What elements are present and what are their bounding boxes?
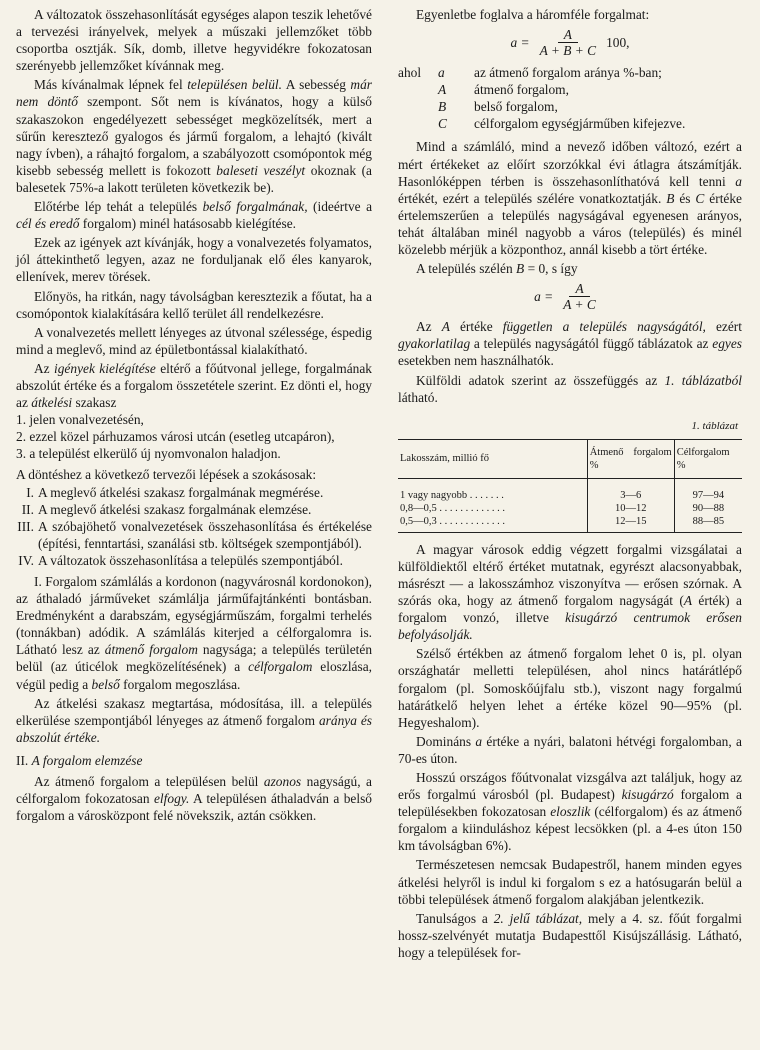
paragraph: Más kívánalmak lépnek fel településen belül. A sebesség már nem döntő szempont. Sőt nem is kívánatos, hogy a külső szakaszokon engedélyezett sebességet megközelítsék, mert a sűrűn keresztező gyalogos és jármű forgalom, a lehajtó (kivált nagy ívben), a ráhajtó forgalom, a szabályozott csomópontok még kisebb sebesség mellett is fokozott baleseti veszélyt okoznak (a balesetek 75%-a lakott területen következik be). [16, 77, 373, 195]
paragraph: Hosszú országos főútvonalat vizsgálva azt találjuk, hogy az erős forgalmú városból (pl. Budapest) kisugárzó forgalom a településekben fokozatosan eloszlik (célforgalom) és az átmenő forgalom a kiinduláshoz képest lecsökken (pl. a 4-es úton 150 km távolságban 6%). [398, 770, 742, 854]
paragraph: Az átmenő forgalom a településen belül azonos nagyságú, a célforgalom fokozatosan elfogy. A településen áthaladván a belső forgalom a városközpont felé növekszik, aztán csökken. [16, 774, 373, 824]
list-item: 2. ezzel közel párhuzamos városi utcán (esetleg utcapáron), [16, 429, 335, 445]
left-column [16, 6, 372, 824]
paragraph: I. Forgalom számlálás a kordonon (nagyvárosnál kordonokon), az áthaladó járműveket számlálja járműfajtánkénti bontásban. Eredményként a darabszám, egységjárműszám, forgalmi terhelés (tonnákban) adódik. A számlálás kiterjed a célforgalomra is. Látható lesz az átmenő forgalom nagysága; a település területén belül (az úticélok megközelítésének) a célforgalom eloszlása, végül pedig a belső forgalom megoszlása. [16, 574, 373, 692]
list-item: 3. a települést elkerülő új nyomvonalon haladjon. [16, 446, 281, 462]
definition-row: A átmenő forgalom, [438, 82, 569, 98]
list-item: IV. A változatok összehasonlítása a település szempontjából. [18, 552, 343, 568]
paragraph: A település szélén B = 0, s így [416, 261, 578, 277]
numbered-list [16, 411, 372, 462]
paragraph: Előtérbe lép tehát a település belső forgalmának, (ideértve a cél és eredő forgalom) minél hatásosabb kielégítése. [16, 199, 373, 232]
column-header: Lakosszám, millió fő [398, 439, 587, 478]
table-header-row [398, 439, 742, 478]
symbol-definitions [398, 64, 742, 132]
table-caption: 1. táblázat [691, 419, 738, 432]
definition-row: ahol a az átmenő forgalom aránya %-ban; [398, 65, 662, 81]
paragraph: Az átkelési szakasz megtartása, módosítása, ill. a település elkerülése szempontjából lényeges az átmenő forgalom aránya és abszolút értéke. [16, 695, 372, 745]
fraction: $\frac{A}{A + B + C}$ [539, 27, 597, 59]
column-header: Átmenő forgalom % [587, 439, 674, 478]
table-row: 0,5—0,3 . . . . . . . . . . . . . 12—15 88—85 [398, 515, 742, 533]
column-header: Célforgalom % [674, 439, 742, 478]
paragraph: Egyenletbe foglalva a háromféle forgalmat: [416, 7, 650, 22]
section-heading: II. A forgalom elemzése [16, 752, 143, 768]
list-item: 1. jelen vonalvezetésén, [16, 412, 144, 428]
data-table [398, 439, 742, 533]
paragraph: Szélső értékben az átmenő forgalom lehet 0 is, pl. olyan országhatár melletti településen, ahol nincs határátlépő forgalom (pl. Somoskőújfalu stb.), viszont nagy forgalmú határátkelő helyen lehet a értéke közel 90—95% (pl. Hegyeshalom). [398, 646, 742, 730]
paragraph: Domináns a értéke a nyári, balatoni hétvégi forgalomban, a 70-es úton. [398, 733, 742, 766]
paragraph: A döntéshez a következő tervezői lépések a szokásosak: [16, 467, 317, 483]
definition-row: C célforgalom egységjárműben kifejezve. [438, 116, 686, 132]
table-row: 0,8—0,5 . . . . . . . . . . . . . 10—12 90—88 [398, 502, 742, 515]
paragraph: Mind a számláló, mind a nevező időben változó, ezért a mért értékeket az előírt szorzókkal évi átlagra átszámítják. Hasonlóképpen térben is összehasonlíthatóvá kell tenni a értékét, ezért a település szélére vonatkoztatják. B és C értéke értelemszerűen a település nagyságával egyenesen arányos, tehát általában minél nagyobb a város (település) és minél közelebb mérjük a központhoz, annál kisebb a tört értéke. [398, 139, 742, 258]
formula-2: a = $\frac{A}{A + C}$ [398, 281, 742, 312]
table-row: 1 vagy nagyobb . . . . . . . 3—6 97—94 [398, 478, 742, 502]
list-item: II. A meglevő átkelési szakasz forgalmának elemzése. [21, 501, 312, 517]
paragraph: Az A értéke független a település nagyságától, ezért gyakorlatilag a település nagyságától függő táblázatok az egyes esetekben nem használhatók. [398, 319, 742, 369]
roman-list [16, 484, 372, 569]
paragraph: A magyar városok eddig végzett forgalmi vizsgálatai a külföldiektől eltérő értéket mutatnak, egyrészt alacsonyabbak, másrészt — a lakosszámhoz viszonyítva — erősen szórnak. A szórás oka, hogy az átmenő forgalom nagyságát (A érték) a forgalom vonzó, illetve kisugárzó centrumok erősen befolyásolják. [398, 541, 742, 643]
paragraph: Természetesen nemcsak Budapestről, hanem minden egyes átkelési helyről is indul ki forgalom s ez a hatósugarán belül a többi települések átmenő forgalom alakjában jelentkezik. [398, 857, 742, 907]
definition-row: B belső forgalom, [438, 99, 558, 115]
paragraph: A változatok összehasonlítását egységes alapon teszik lehetővé a tervezési irányelvek, melyek a műszaki jellemzőket több csoportba osztják. Sík, domb, illetve hegyvidékre fokozatosan szerényebb jellemzőket kívánnak meg. [16, 7, 372, 74]
formula-1: a = $\frac{A}{A + B + C}$ 100, [510, 27, 630, 59]
paragraph: Ezek az igények azt kívánják, hogy a vonalvezetés folyamatos, jól áttekinthető legyen, azaz ne forduljanak elő éles kanyarok, ellenívek, merev törések. [16, 235, 372, 285]
fraction: $\frac{A}{A + C}$ [563, 281, 596, 313]
paragraph: Tanulságos a 2. jelű táblázat, mely a 4. sz. főút forgalmi hossz-szelvényét mutatja Budapesttől Kisújszállásig. Látható, hogy a települések for- [398, 910, 742, 960]
paragraph: Az igények kielégítése eltérő a főútvonal jellege, forgalmának abszolút értéke és a forgalom összetétele szerint. Ez dönti el, hogy az átkelési szakasz [16, 360, 372, 411]
paragraph: Külföldi adatok szerint az összefüggés az 1. táblázatból látható. [398, 372, 742, 405]
right-column [398, 6, 742, 961]
list-item: I. A meglevő átkelési szakasz forgalmának megmérése. [26, 484, 324, 500]
paragraph: A vonalvezetés mellett lényeges az útvonal szélessége, éspedig mind a meglevő, mind az épületbontással kialakítható. [16, 324, 372, 357]
list-item: III. A szóbajöhető vonalvezetések összehasonlítása és értékelése (építési, fenntartási, szanálási stb. költségek szempontjából). [17, 518, 372, 551]
paragraph: Előnyös, ha ritkán, nagy távolságban keresztezik a főutat, ha a csomópontok kialakítására kellő terület áll rendelkezésre. [16, 288, 372, 321]
